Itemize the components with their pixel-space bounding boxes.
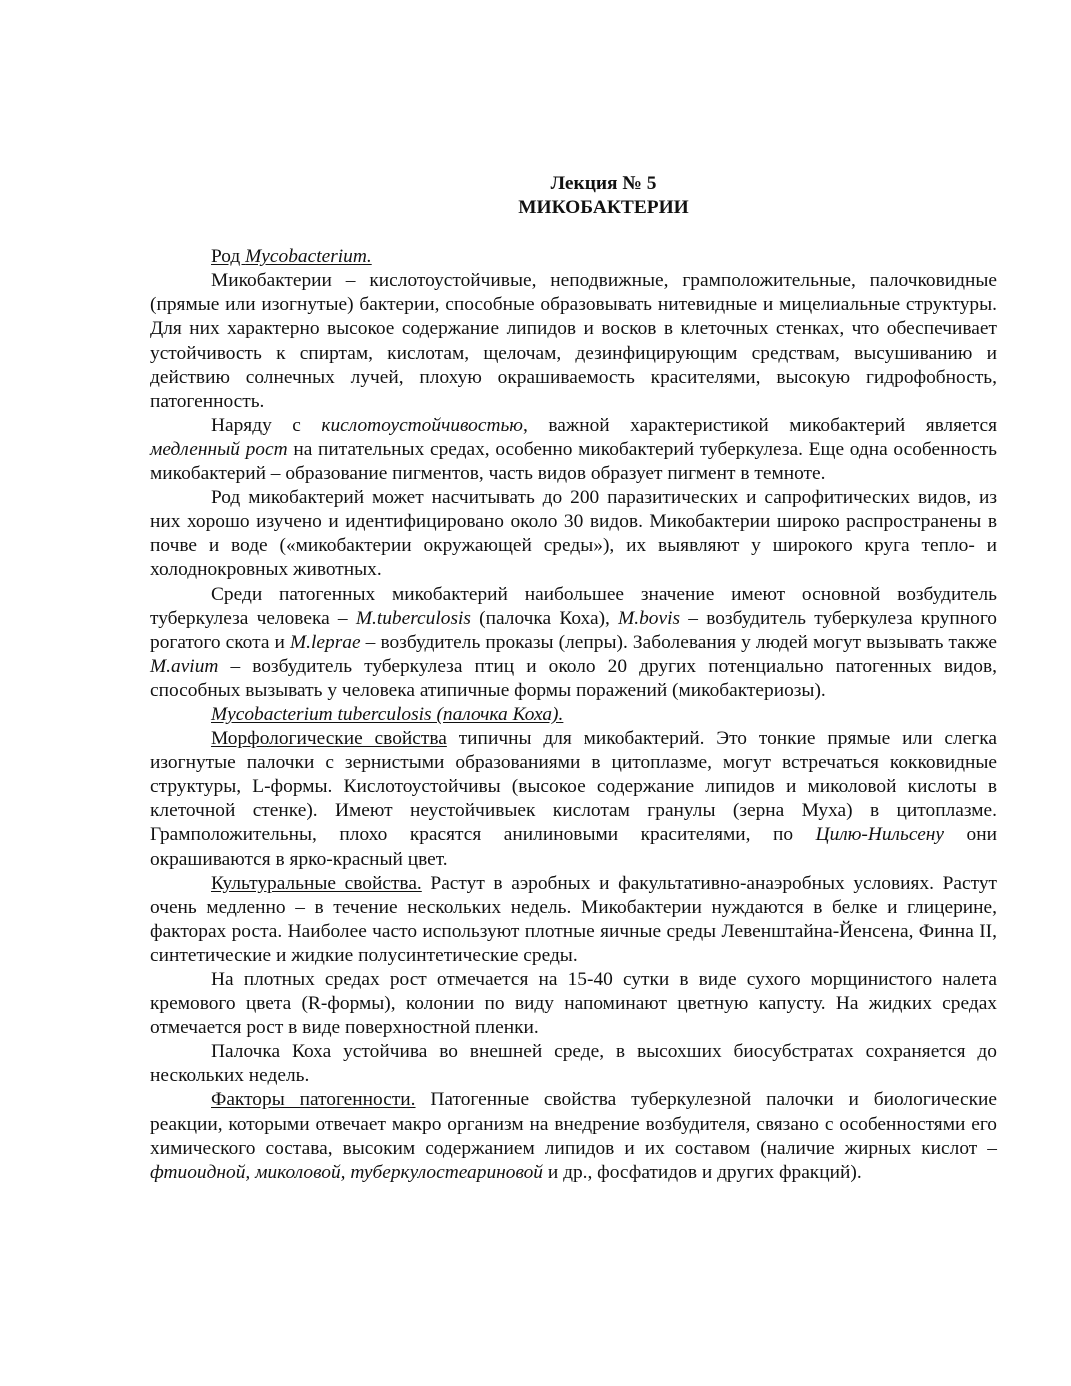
text-run: Растут в аэробных и факультативно-анаэробных условиях. Растут очень медленно – в течение нескольких недель. Микобактерии нуждаются в белке и глицерине, факторах роста. Наиболее часто используют плотные яичные среды Левенштайна-Йенсена, Финна II, синтетические и жидкие полусинтетические среды. [150, 872, 997, 966]
italic-run: кислотоустойчивостью [321, 414, 523, 436]
genus-heading [150, 245, 997, 269]
title-spacer [150, 220, 997, 245]
document-page [150, 172, 997, 1185]
paragraph-resistance: Палочка Коха устойчива во внешней среде, в высохших биосубстратах сохраняется до нескольких недель. [150, 1041, 997, 1087]
genus-name: Mycobacterium. [245, 246, 372, 268]
lecture-number: Лекция № 5 [550, 173, 657, 194]
italic-run: M.avium [150, 655, 219, 677]
text-run: они окрашиваются в ярко-красный цвет. [150, 824, 997, 870]
paragraph-species: Род микобактерий может насчитывать до 200 паразитических и сапрофитических видов, из них хорошо изучено и идентифицировано около 30 видов. Микобактерии широко распространены в почве и воде («микобактерии окружающей среды»), их выявляют у широкого круга тепло- и холоднокровных животных. [150, 487, 997, 581]
italic-run: Цилю-Нильсену [815, 824, 945, 846]
italic-run: фтиоидной, миколовой, туберкулостеариновой [150, 1161, 543, 1183]
text-run: на питательных средах, особенно микобактерий туберкулеза. Еще одна особенность микобактерий – образование пигментов, часть видов образует пигмент в темноте. [150, 438, 997, 485]
genus-heading-text [211, 246, 372, 267]
italic-run: M.tuberculosis [355, 607, 471, 629]
paragraph-intro: Микобактерии – кислотоустойчивые, неподвижные, грамположительные, палочковидные (прямые или изогнутые) бактерии, способные образовывать нитевидные и мицелиальные структуры. Для них характерно высокое содержание липидов и восков в клеточных стенках, что обеспечивает устойчивость к спиртам, кислотам, щелочам, дезинфицирующим средствам, высушиванию и действию солнечных лучей, плохую окрашиваемость красителями, высокую гидрофобность, патогенность. [150, 270, 997, 412]
text-run: типичны для микобактерий. Это тонкие прямые или слегка изогнутые палочки с зернистыми образованиями в цитоплазме, могут встречаться кокковидные структуры, L-формы. Кислотоустойчивы (высокое содержание липидов и миколовой кислоты в клеточной стенке). Имеют неустойчивыек кислотам гранулы (зерна Муха) в цитоплазме. Грамположительны, плохо красятся анилиновыми красителями, по [150, 728, 997, 846]
underlined-label: Культуральные свойства. [211, 872, 422, 894]
italic-run: медленный рост [150, 438, 288, 460]
text-run: и др., фосфатидов и других фракций). [543, 1161, 862, 1183]
paragraph-growth [150, 414, 997, 486]
text-run: – возбудитель туберкулеза крупного рогатого скота и [150, 607, 997, 653]
text-run: Патогенные свойства туберкулезной палочки и биологические реакции, которыми отвечает макро организм на внедрение возбудителя, связано с особенностями его химического состава, высоким содержанием липидов и их составом (наличие жирных кислот – [150, 1089, 997, 1159]
section-heading-text: Mycobacterium tuberculosis (палочка Коха). [211, 703, 564, 725]
paragraph-pathogens [150, 583, 997, 703]
underlined-label: Факторы патогенности. [211, 1089, 416, 1111]
text-run: Наряду с [211, 414, 322, 436]
paragraph-morphology [150, 727, 997, 872]
section-heading [150, 703, 997, 727]
text-run: (палочка Коха), [470, 607, 619, 629]
paragraph-culture [150, 872, 997, 968]
genus-label: Род [211, 246, 246, 268]
text-run: Среди патогенных микобактерий наибольшее значение имеют основной возбудитель туберкулеза человека – [150, 583, 997, 629]
italic-run: M.leprae [290, 631, 361, 653]
text-run: – возбудитель проказы (лепры). Заболевания у людей могут вызывать также [360, 631, 998, 653]
underlined-label: Морфологические свойства [211, 728, 447, 750]
page-title: МИКОБАКТЕРИИ [518, 197, 689, 219]
paragraph-dense-media: На плотных средах рост отмечается на 15-40 сутки в виде сухого морщинистого налета кремового цвета (R-формы), колонии по виду напоминают цветную капусту. На жидких средах отмечается рост в виде поверхностной пленки. [150, 969, 997, 1039]
paragraph-pathogenicity [150, 1088, 997, 1184]
text-run: , важной характеристикой микобактерий является [522, 414, 997, 436]
italic-run: M.bovis [618, 607, 681, 629]
text-run: – возбудитель туберкулеза птиц и около 20 других потенциально патогенных видов, способных вызывать у человека атипичные формы поражений (микобактериозы). [150, 655, 997, 701]
